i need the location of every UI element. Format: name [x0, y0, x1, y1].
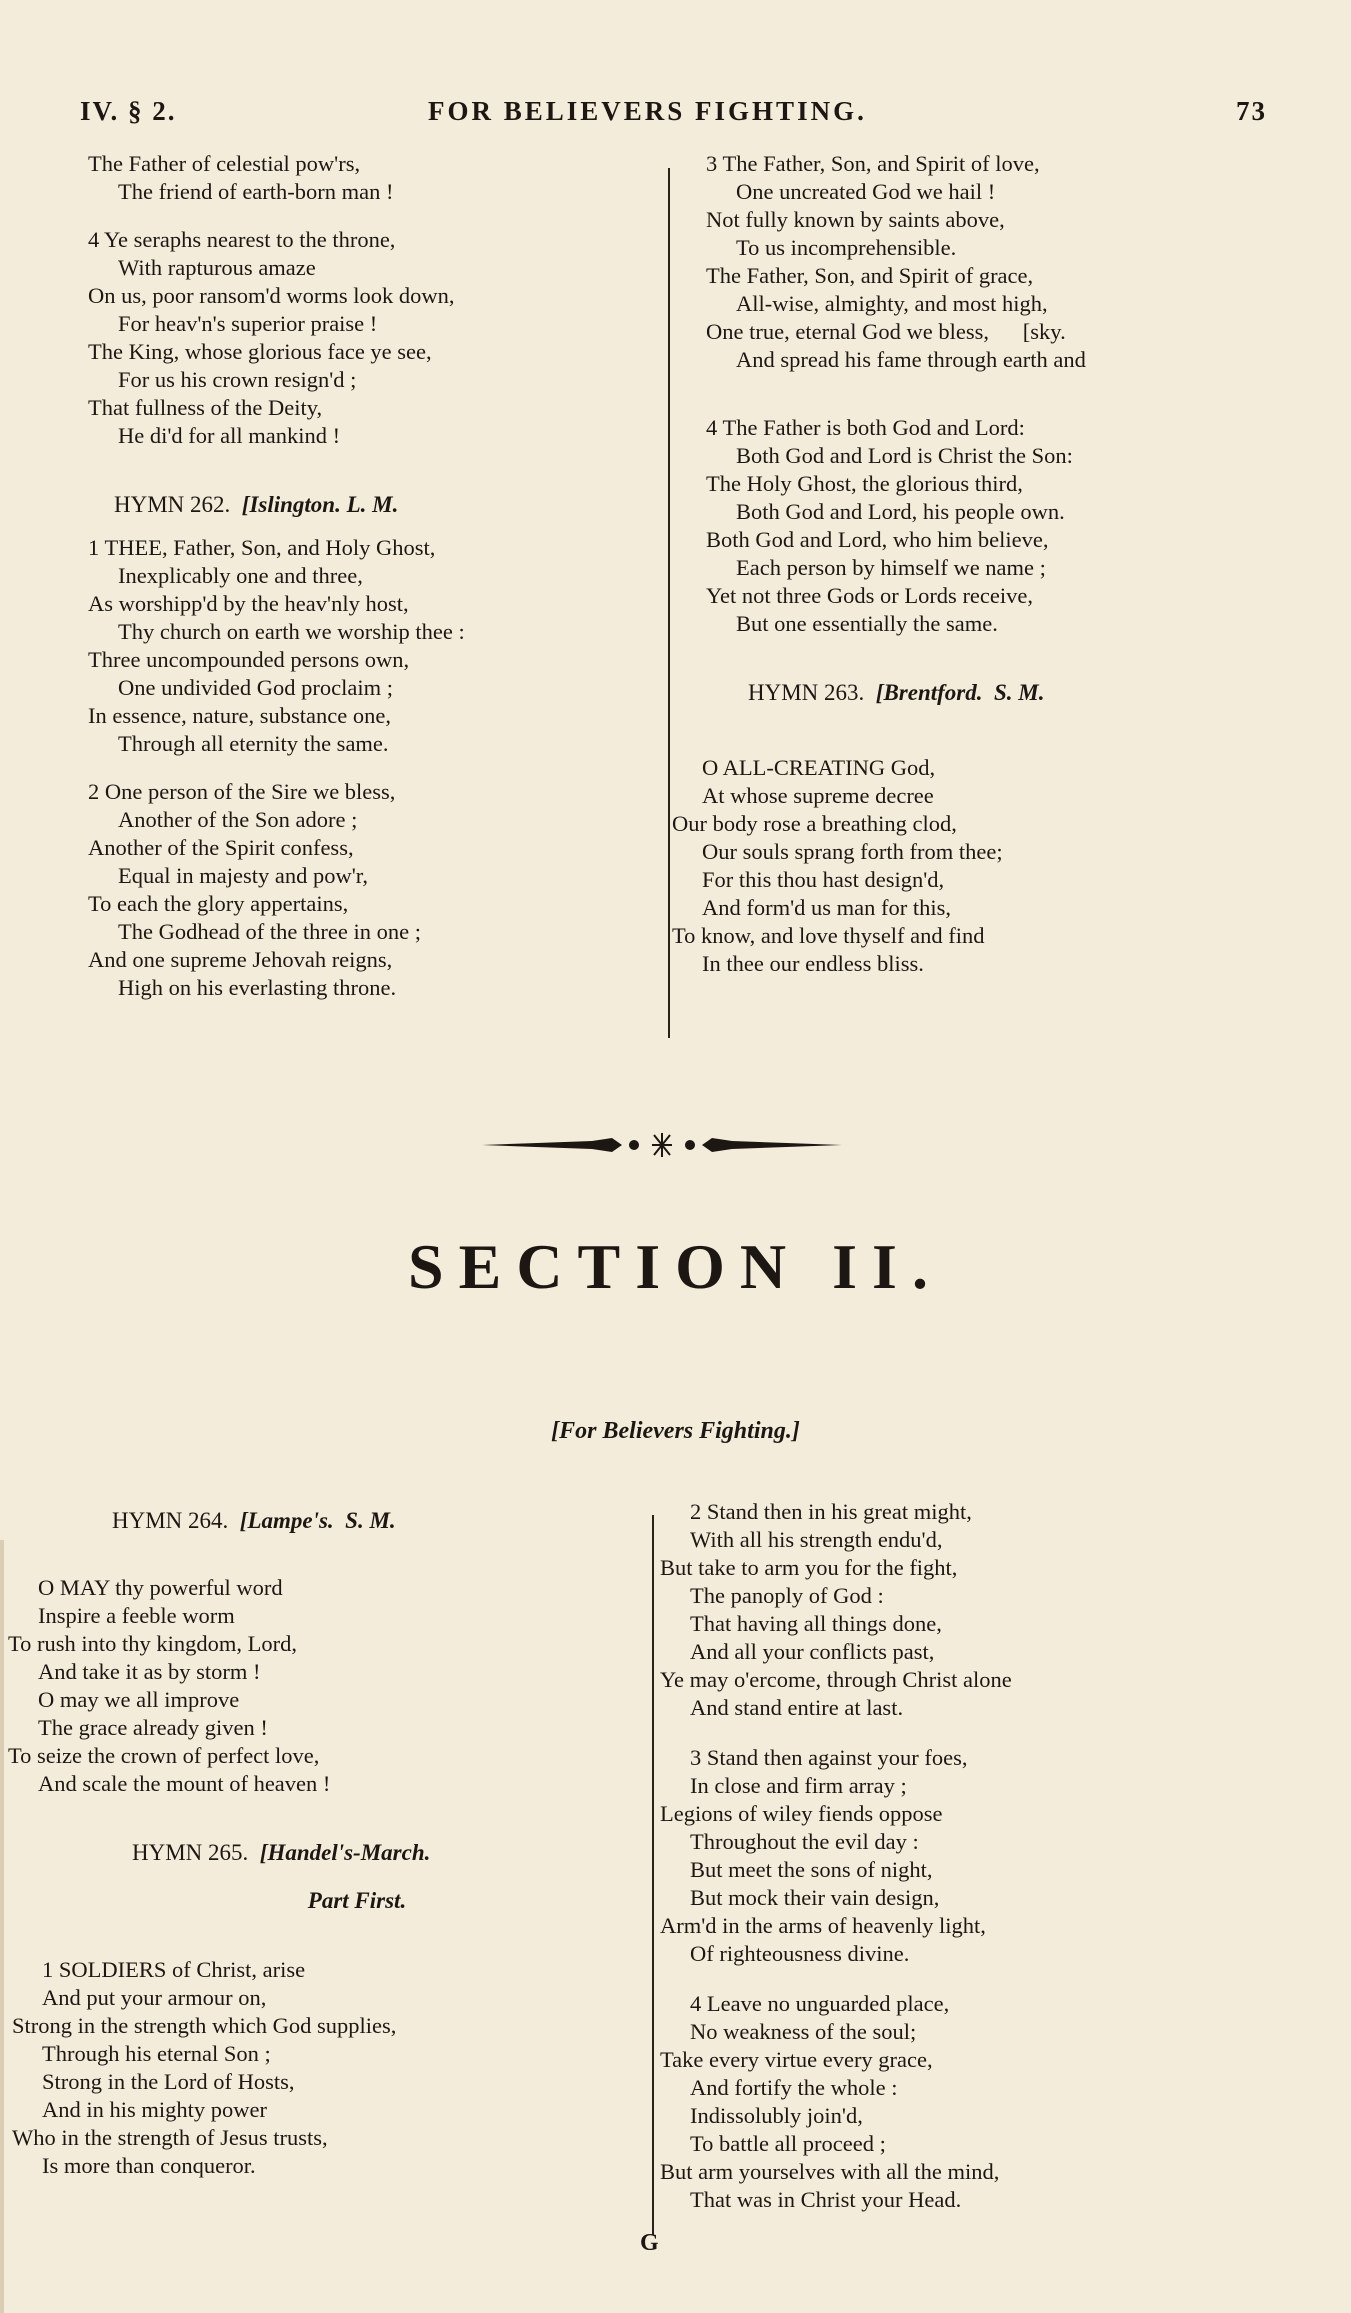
part-heading: Part First. [307, 1888, 407, 1913]
section-reference: IV. § 2. [80, 96, 177, 126]
hymn-number: HYMN 263. [748, 680, 865, 705]
verse-line: The Father of celestial pow'rs, [88, 151, 361, 176]
verse-block [8, 1574, 642, 1798]
hymn-tune: [Lampe's. S. M. [239, 1508, 396, 1533]
top-left-column [88, 150, 678, 1002]
verse-line: And fortify the whole : [690, 2075, 898, 2100]
section-subtitle: [For Believers Fighting.] [551, 1418, 800, 1444]
verse-line: Both God and Lord is Christ the Son: [736, 443, 1073, 468]
verse-block [672, 150, 1312, 374]
verse-line: To battle all proceed ; [690, 2131, 886, 2156]
verse-line: And spread his fame through earth and [736, 347, 1086, 372]
verse-line: The friend of earth-born man ! [118, 179, 394, 204]
verse-line: In essence, nature, substance one, [88, 703, 392, 728]
verse-block [660, 1498, 1330, 1722]
verse-line: O ALL-CREATING God, [702, 755, 936, 780]
verse-line: 3 The Father, Son, and Spirit of love, [706, 151, 1040, 176]
bottom-left-column [8, 1490, 642, 2180]
verse-line: To rush into thy kingdom, Lord, [8, 1631, 298, 1656]
verse-block [660, 1990, 1330, 2214]
verse-line: And stand entire at last. [690, 1695, 904, 1720]
verse-line: One undivided God proclaim ; [118, 675, 393, 700]
verse-line: For this thou hast design'd, [702, 867, 945, 892]
verse-line: Through all eternity the same. [118, 731, 389, 756]
column-rule [652, 1515, 654, 2235]
verse-line: Throughout the evil day : [690, 1829, 919, 1854]
verse-line: One uncreated God we hail ! [736, 179, 996, 204]
verse-line: 2 Stand then in his great might, [690, 1499, 972, 1524]
verse-line: With all his strength endu'd, [690, 1527, 943, 1552]
verse-line: Inspire a feeble worm [38, 1603, 235, 1628]
verse-block [88, 150, 678, 206]
verse-block [88, 226, 678, 450]
verse-line: 3 Stand then against your foes, [690, 1745, 968, 1770]
verse-line: Yet not three Gods or Lords receive, [706, 583, 1034, 608]
verse-line: The Holy Ghost, the glorious third, [706, 471, 1023, 496]
verse-line: All-wise, almighty, and most high, [736, 291, 1048, 316]
verse-line: Arm'd in the arms of heavenly light, [660, 1913, 986, 1938]
verse-line: And one supreme Jehovah reigns, [88, 947, 393, 972]
hymn-heading [88, 490, 678, 520]
hymn-tune: [Handel's-March. [259, 1840, 431, 1865]
hymn-number: HYMN 264. [112, 1508, 229, 1533]
verse-line: At whose supreme decree [702, 783, 934, 808]
verse-line: High on his everlasting throne. [118, 975, 397, 1000]
hymn-heading [12, 1838, 642, 1868]
verse-line: And form'd us man for this, [702, 895, 952, 920]
verse-line: Strong in the Lord of Hosts, [42, 2069, 295, 2094]
hymn-number: HYMN 262. [114, 492, 231, 517]
top-right-column [672, 150, 1312, 978]
verse-line: 4 The Father is both God and Lord: [706, 415, 1025, 440]
verse-line: Thy church on earth we worship thee : [118, 619, 465, 644]
verse-line: Our souls sprang forth from thee; [702, 839, 1003, 864]
verse-line: He di'd for all mankind ! [118, 423, 341, 448]
verse-line: Our body rose a breathing clod, [672, 811, 957, 836]
verse-line: 4 Ye seraphs nearest to the throne, [88, 227, 396, 252]
verse-line: As worshipp'd by the heav'nly host, [88, 591, 409, 616]
verse-line: And take it as by storm ! [38, 1659, 261, 1684]
verse-line: For us his crown resign'd ; [118, 367, 357, 392]
verse-line: And scale the mount of heaven ! [38, 1771, 331, 1796]
verse-line: Not fully known by saints above, [706, 207, 1005, 232]
verse-line: 1 SOLDIERS of Christ, arise [42, 1957, 306, 1982]
verse-line: To each the glory appertains, [88, 891, 349, 916]
verse-line: 1 THEE, Father, Son, and Holy Ghost, [88, 535, 436, 560]
verse-line: Ye may o'ercome, through Christ alone [660, 1667, 1012, 1692]
verse-line: Another of the Spirit confess, [88, 835, 354, 860]
verse-line: That was in Christ your Head. [690, 2187, 962, 2212]
verse-line: Through his eternal Son ; [42, 2041, 271, 2066]
verse-line: And in his mighty power [42, 2097, 267, 2122]
verse-block [88, 778, 678, 1002]
section-title: SECTION II. [408, 1231, 943, 1302]
verse-line: Three uncompounded persons own, [88, 647, 410, 672]
verse-line: To know, and love thyself and find [672, 923, 985, 948]
signature-mark: G [640, 2230, 659, 2256]
verse-line: The Godhead of the three in one ; [118, 919, 422, 944]
hymn-number: HYMN 265. [132, 1840, 249, 1865]
verse-line: But meet the sons of night, [690, 1857, 933, 1882]
verse-line: The King, whose glorious face ye see, [88, 339, 432, 364]
verse-line: That having all things done, [690, 1611, 942, 1636]
column-rule [668, 168, 670, 1038]
verse-block [88, 534, 678, 758]
verse-line: Who in the strength of Jesus trusts, [12, 2125, 328, 2150]
verse-line: O MAY thy powerful word [38, 1575, 283, 1600]
verse-line: On us, poor ransom'd worms look down, [88, 283, 455, 308]
running-head: FOR BELIEVERS FIGHTING. [428, 96, 867, 126]
verse-line: Is more than conqueror. [42, 2153, 256, 2178]
verse-line: In thee our endless bliss. [702, 951, 924, 976]
verse-line: But one essentially the same. [736, 611, 998, 636]
page-edge [0, 1540, 4, 2313]
verse-line: Both God and Lord, who him believe, [706, 527, 1049, 552]
verse-line: Indissolubly join'd, [690, 2103, 863, 2128]
verse-line: With rapturous amaze [118, 255, 316, 280]
verse-line: 4 Leave no unguarded place, [690, 1991, 950, 2016]
verse-line: Legions of wiley fiends oppose [660, 1801, 943, 1826]
hymn-tune: [Islington. L. M. [241, 492, 399, 517]
hymn-heading [12, 1506, 642, 1536]
verse-line: One true, eternal God we bless, [sky. [706, 319, 1066, 344]
verse-line: And put your armour on, [42, 1985, 267, 2010]
page-number: 73 [1236, 96, 1267, 126]
verse-line: Of righteousness divine. [690, 1941, 910, 1966]
bottom-right-column [660, 1498, 1330, 2214]
verse-line: Another of the Son adore ; [118, 807, 358, 832]
verse-line: To seize the crown of perfect love, [8, 1743, 320, 1768]
verse-line: For heav'n's superior praise ! [118, 311, 378, 336]
verse-block [672, 414, 1312, 638]
verse-line: But arm yourselves with all the mind, [660, 2159, 1000, 2184]
verse-line: To us incomprehensible. [736, 235, 957, 260]
verse-line: But mock their vain design, [690, 1885, 940, 1910]
verse-line: Equal in majesty and pow'r, [118, 863, 368, 888]
verse-line: Both God and Lord, his people own. [736, 499, 1065, 524]
verse-line: O may we all improve [38, 1687, 240, 1712]
verse-line: That fullness of the Deity, [88, 395, 323, 420]
verse-block [660, 1744, 1330, 1968]
verse-block [672, 754, 1312, 978]
hymn-heading [672, 678, 1312, 708]
verse-line: The grace already given ! [38, 1715, 268, 1740]
verse-line: Take every virtue every grace, [660, 2047, 933, 2072]
verse-line: No weakness of the soul; [690, 2019, 917, 2044]
verse-line: But take to arm you for the fight, [660, 1555, 958, 1580]
verse-line: Strong in the strength which God supplies, [12, 2013, 397, 2038]
verse-line: And all your conflicts past, [690, 1639, 935, 1664]
verse-line: 2 One person of the Sire we bless, [88, 779, 396, 804]
verse-block [12, 1956, 642, 2180]
hymn-tune: [Brentford. S. M. [875, 680, 1045, 705]
verse-line: The Father, Son, and Spirit of grace, [706, 263, 1034, 288]
verse-line: The panoply of God : [690, 1583, 884, 1608]
verse-line: Inexplicably one and three, [118, 563, 363, 588]
verse-line: Each person by himself we name ; [736, 555, 1046, 580]
verse-line: In close and firm array ; [690, 1773, 907, 1798]
ornament-divider-icon [482, 1130, 842, 1160]
